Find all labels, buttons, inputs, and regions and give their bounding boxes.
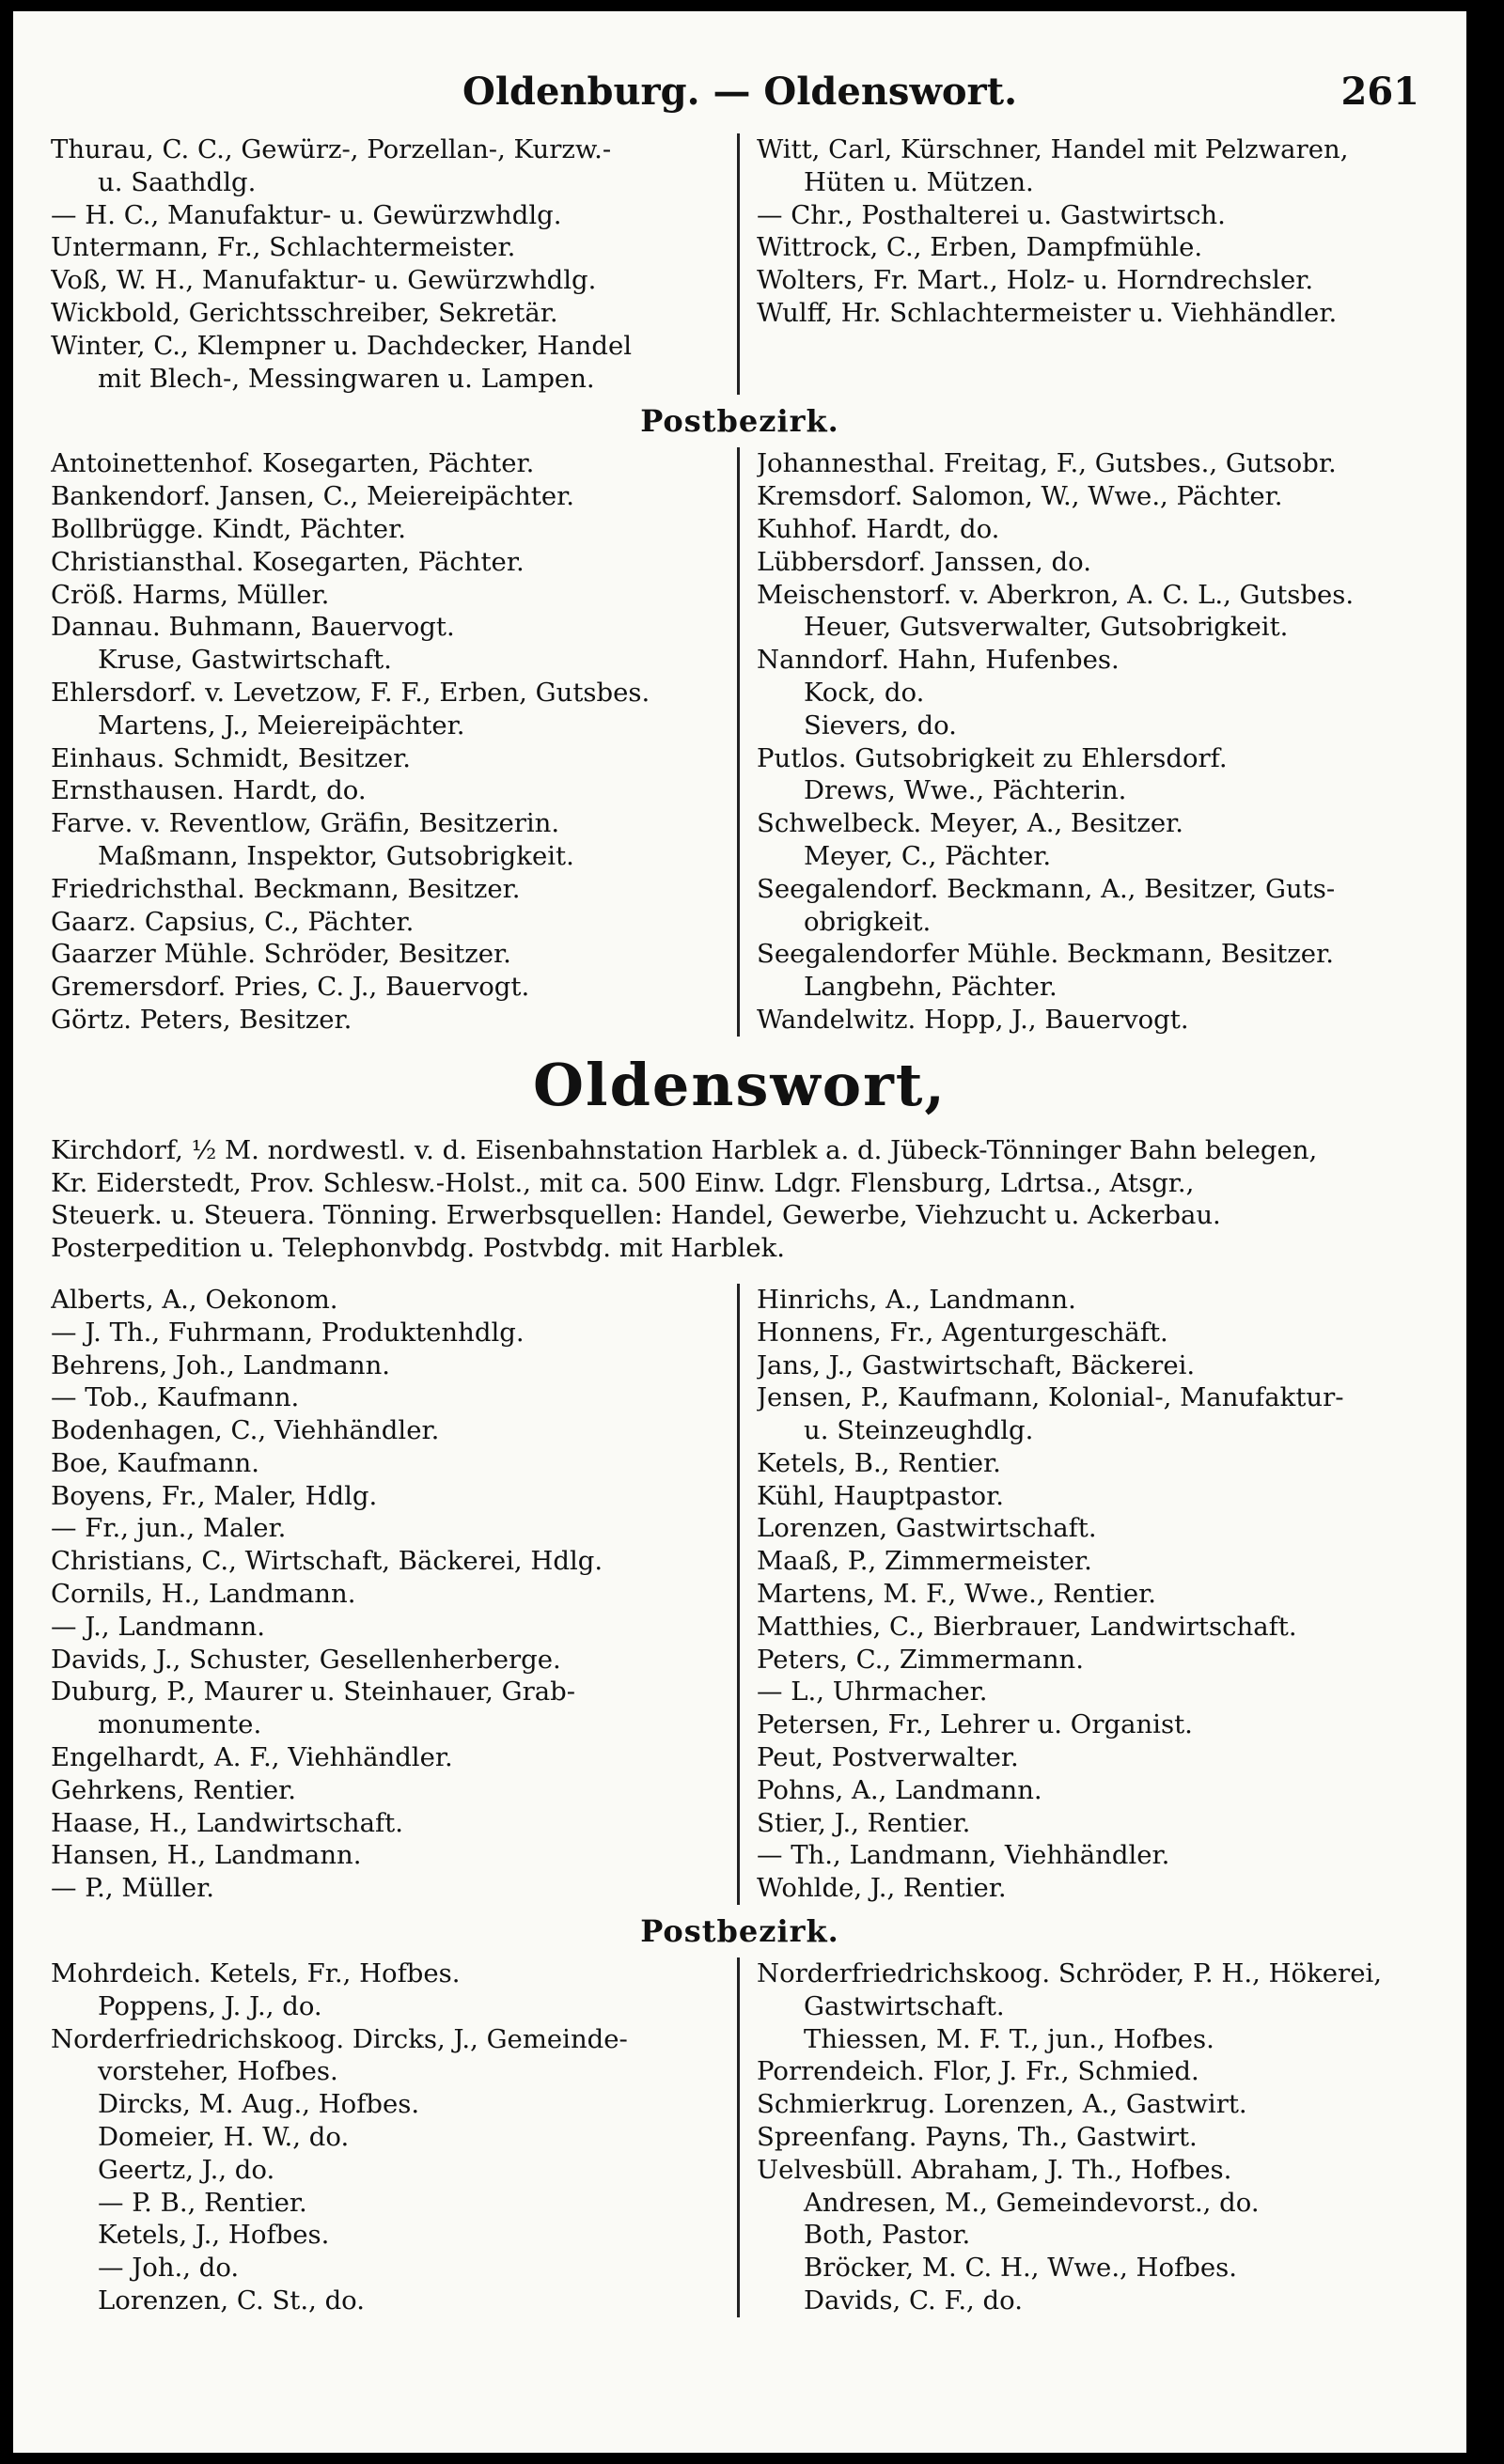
- directory-entry: Martens, J., Meiereipächter.: [98, 710, 465, 741]
- directory-entry: Sievers, do.: [804, 710, 957, 741]
- column-right: [740, 447, 1429, 1036]
- description-line: Posterpedition u. Telephonvbdg. Postvbdg. mit Harblek.: [51, 1233, 786, 1264]
- directory-entry: Gehrkens, Rentier.: [51, 1774, 297, 1805]
- directory-entry: Görtz. Peters, Besitzer.: [51, 1004, 352, 1035]
- directory-entry: Bröcker, M. C. H., Wwe., Hofbes.: [804, 2253, 1238, 2284]
- directory-entry: Pohns, A., Landmann.: [757, 1774, 1042, 1805]
- directory-entry: Seegalendorf. Beckmann, A., Besitzer, Guts-: [757, 873, 1336, 904]
- town-title: Oldenswort,: [533, 1050, 947, 1119]
- directory-entry: Haase, H., Landwirtschaft.: [51, 1807, 403, 1838]
- directory-entry: Ehlersdorf. v. Levetzow, F. F., Erben, Gutsbes.: [51, 677, 650, 708]
- directory-entry: Friedrichsthal. Beckmann, Besitzer.: [51, 873, 521, 904]
- section-heading: Postbezirk.: [640, 403, 839, 440]
- directory-entry: u. Saathdlg.: [98, 166, 257, 197]
- directory-entry: Engelhardt, A. F., Viehhändler.: [51, 1742, 453, 1773]
- directory-entry: Hinrichs, A., Landmann.: [757, 1284, 1076, 1315]
- directory-entry: — P., Müller.: [51, 1873, 214, 1904]
- directory-entry: Kruse, Gastwirtschaft.: [98, 645, 392, 676]
- running-title: Oldenburg. — Oldenswort.: [462, 70, 1018, 114]
- directory-entry: Wolters, Fr. Mart., Holz- u. Horndrechsler.: [757, 265, 1314, 296]
- directory-entry: Duburg, P., Maurer u. Steinhauer, Grab-: [51, 1676, 576, 1708]
- directory-entry: Voß, W. H., Manufaktur- u. Gewürzwhdlg.: [51, 265, 597, 296]
- directory-entry: monumente.: [98, 1709, 262, 1740]
- directory-entry: — H. C., Manufaktur- u. Gewürzwhdlg.: [51, 199, 562, 230]
- directory-entry: Nanndorf. Hahn, Hufenbes.: [757, 645, 1120, 676]
- directory-entry: — Th., Landmann, Viehhändler.: [757, 1840, 1170, 1871]
- directory-page: [13, 11, 1466, 2453]
- directory-entry: Farve. v. Reventlow, Gräfin, Besitzerin.: [51, 808, 560, 839]
- directory-entry: Kühl, Hauptpastor.: [757, 1480, 1004, 1511]
- directory-entry: Hansen, H., Landmann.: [51, 1840, 362, 1871]
- postbezirk-entries: [51, 1957, 1429, 2317]
- directory-entry: Cornils, H., Landmann.: [51, 1579, 356, 1610]
- directory-entry: — Fr., jun., Maler.: [51, 1513, 287, 1544]
- directory-entry: — Tob., Kaufmann.: [51, 1382, 300, 1413]
- directory-entry: Andresen, M., Gemeindevorst., do.: [804, 2187, 1260, 2218]
- directory-entry: Dircks, M. Aug., Hofbes.: [98, 2089, 420, 2120]
- directory-entry: mit Blech-, Messingwaren u. Lampen.: [98, 363, 595, 394]
- directory-entry: Lorenzen, C. St., do.: [98, 2285, 365, 2316]
- column-left: [51, 447, 740, 1036]
- directory-entry: Norderfriedrichskoog. Dircks, J., Gemeinde-: [51, 2023, 628, 2054]
- directory-entry: Norderfriedrichskoog. Schröder, P. H., Hökerei,: [757, 1958, 1383, 1989]
- directory-entry: Spreenfang. Payns, Th., Gastwirt.: [757, 2122, 1198, 2153]
- directory-entry: obrigkeit.: [804, 906, 932, 937]
- column-left: [51, 133, 740, 395]
- directory-entry: Jans, J., Gastwirtschaft, Bäckerei.: [757, 1349, 1196, 1380]
- directory-entry: Lübbersdorf. Janssen, do.: [757, 546, 1091, 577]
- directory-entry: Matthies, C., Bierbrauer, Landwirtschaft.: [757, 1611, 1297, 1642]
- directory-entry: Gremersdorf. Pries, C. J., Bauervogt.: [51, 972, 530, 1003]
- directory-entry: Martens, M. F., Wwe., Rentier.: [757, 1579, 1156, 1610]
- directory-entry: Peters, C., Zimmermann.: [757, 1644, 1085, 1675]
- directory-entry: Stier, J., Rentier.: [757, 1807, 971, 1838]
- directory-entry: Ketels, J., Hofbes.: [98, 2220, 330, 2251]
- directory-entry: — Chr., Posthalterei u. Gastwirtsch.: [757, 199, 1226, 230]
- directory-entry: Wandelwitz. Hopp, J., Bauervogt.: [757, 1004, 1189, 1035]
- directory-entry: Kremsdorf. Salomon, W., Wwe., Pächter.: [757, 481, 1283, 512]
- directory-entry: Maaß, P., Zimmermeister.: [757, 1546, 1092, 1577]
- directory-entry: Petersen, Fr., Lehrer u. Organist.: [757, 1709, 1193, 1740]
- directory-entry: Davids, J., Schuster, Gesellenherberge.: [51, 1644, 561, 1675]
- directory-entry: Winter, C., Klempner u. Dachdecker, Handel: [51, 330, 633, 361]
- top-entries: [51, 133, 1429, 395]
- directory-entry: Christiansthal. Kosegarten, Pächter.: [51, 546, 525, 577]
- directory-entry: Schwelbeck. Meyer, A., Besitzer.: [757, 808, 1183, 839]
- directory-entry: Gaarzer Mühle. Schröder, Besitzer.: [51, 939, 511, 970]
- directory-entry: Seegalendorfer Mühle. Beckmann, Besitzer.: [757, 939, 1334, 970]
- description-line: Kr. Eiderstedt, Prov. Schlesw.-Holst., mit ca. 500 Einw. Ldgr. Flensburg, Ldrtsa., Atsgr.,: [51, 1167, 1195, 1198]
- column-right: [740, 1284, 1429, 1905]
- directory-entry: — P. B., Rentier.: [98, 2187, 307, 2218]
- directory-entry: Untermann, Fr., Schlachtermeister.: [51, 232, 516, 263]
- directory-entry: Kock, do.: [804, 677, 925, 708]
- directory-entry: Behrens, Joh., Landmann.: [51, 1349, 391, 1380]
- directory-entry: Jensen, P., Kaufmann, Kolonial-, Manufaktur-: [757, 1382, 1344, 1413]
- directory-entry: Lorenzen, Gastwirtschaft.: [757, 1513, 1097, 1544]
- directory-entry: Meischenstorf. v. Aberkron, A. C. L., Gutsbes.: [757, 579, 1355, 610]
- directory-entry: Peut, Postverwalter.: [757, 1742, 1019, 1773]
- directory-entry: Porrendeich. Flor, J. Fr., Schmied.: [757, 2056, 1199, 2087]
- directory-entry: Alberts, A., Oekonom.: [51, 1284, 338, 1315]
- directory-entry: Bollbrügge. Kindt, Pächter.: [51, 513, 406, 544]
- page-header: [51, 49, 1429, 133]
- directory-entry: Poppens, J. J., do.: [98, 1990, 322, 2021]
- directory-entry: Bodenhagen, C., Viehhändler.: [51, 1415, 440, 1446]
- directory-entry: — L., Uhrmacher.: [757, 1676, 988, 1708]
- column-left: [51, 1957, 740, 2317]
- directory-entry: Heuer, Gutsverwalter, Gutsobrigkeit.: [804, 612, 1289, 643]
- directory-entry: Einhaus. Schmidt, Besitzer.: [51, 742, 412, 773]
- directory-entry: vorsteher, Hofbes.: [98, 2056, 338, 2087]
- directory-entry: Schmierkrug. Lorenzen, A., Gastwirt.: [757, 2089, 1247, 2120]
- directory-entry: Wohlde, J., Rentier.: [757, 1873, 1007, 1904]
- column-right: [740, 1957, 1429, 2317]
- town-entries: [51, 1284, 1429, 1905]
- directory-entry: Uelvesbüll. Abraham, J. Th., Hofbes.: [757, 2154, 1232, 2185]
- directory-entry: Gastwirtschaft.: [804, 1990, 1005, 2021]
- postbezirk-entries: [51, 447, 1429, 1036]
- directory-entry: Davids, C. F., do.: [804, 2285, 1023, 2316]
- directory-entry: Thurau, C. C., Gewürz-, Porzellan-, Kurzw.-: [51, 134, 612, 164]
- directory-entry: Dannau. Buhmann, Bauervogt.: [51, 612, 455, 643]
- directory-entry: Boe, Kaufmann.: [51, 1447, 259, 1478]
- directory-entry: Mohrdeich. Ketels, Fr., Hofbes.: [51, 1958, 461, 1989]
- directory-entry: Witt, Carl, Kürschner, Handel mit Pelzwaren,: [757, 134, 1349, 164]
- directory-entry: u. Steinzeughdlg.: [804, 1415, 1034, 1446]
- directory-entry: Ketels, B., Rentier.: [757, 1447, 1001, 1478]
- directory-entry: Domeier, H. W., do.: [98, 2122, 350, 2153]
- directory-entry: Bankendorf. Jansen, C., Meiereipächter.: [51, 481, 574, 512]
- directory-entry: — J. Th., Fuhrmann, Produktenhdlg.: [51, 1317, 525, 1348]
- section-heading: Postbezirk.: [640, 1913, 839, 1950]
- directory-entry: Honnens, Fr., Agenturgeschäft.: [757, 1317, 1168, 1348]
- directory-entry: Geertz, J., do.: [98, 2154, 275, 2185]
- directory-entry: Wickbold, Gerichtsschreiber, Sekretär.: [51, 297, 558, 328]
- directory-entry: Christians, C., Wirtschaft, Bäckerei, Hdlg.: [51, 1546, 603, 1577]
- directory-entry: Both, Pastor.: [804, 2220, 971, 2251]
- description-line: Steuerk. u. Steuera. Tönning. Erwerbsquellen: Handel, Gewerbe, Viehzucht u. Ackerbau.: [51, 1200, 1221, 1231]
- directory-entry: Wittrock, C., Erben, Dampfmühle.: [757, 232, 1203, 263]
- directory-entry: — J., Landmann.: [51, 1611, 265, 1642]
- directory-entry: Langbehn, Pächter.: [804, 972, 1058, 1003]
- column-left: [51, 1284, 740, 1905]
- directory-entry: Boyens, Fr., Maler, Hdlg.: [51, 1480, 378, 1511]
- directory-entry: Thiessen, M. F. T., jun., Hofbes.: [804, 2023, 1214, 2054]
- directory-entry: Kuhhof. Hardt, do.: [757, 513, 1000, 544]
- directory-entry: Ernsthausen. Hardt, do.: [51, 775, 367, 806]
- description-line: Kirchdorf, ½ M. nordwestl. v. d. Eisenbahnstation Harblek a. d. Jübeck-Tönninger Bahn belegen,: [51, 1134, 1318, 1165]
- directory-entry: Maßmann, Inspektor, Gutsobrigkeit.: [98, 840, 574, 871]
- directory-entry: — Joh., do.: [98, 2253, 240, 2284]
- directory-entry: Wulff, Hr. Schlachtermeister u. Viehhändler.: [757, 297, 1338, 328]
- directory-entry: Antoinettenhof. Kosegarten, Pächter.: [51, 448, 535, 479]
- town-description: [51, 1134, 1429, 1265]
- directory-entry: Hüten u. Mützen.: [804, 166, 1034, 197]
- column-right: [740, 133, 1429, 395]
- directory-entry: Meyer, C., Pächter.: [804, 840, 1052, 871]
- directory-entry: Cröß. Harms, Müller.: [51, 579, 330, 610]
- directory-entry: Drews, Wwe., Pächterin.: [804, 775, 1127, 806]
- directory-entry: Gaarz. Capsius, C., Pächter.: [51, 906, 415, 937]
- directory-entry: Johannesthal. Freitag, F., Gutsbes., Gutsobr.: [757, 448, 1337, 479]
- page-number: 261: [1340, 70, 1419, 114]
- directory-entry: Putlos. Gutsobrigkeit zu Ehlersdorf.: [757, 742, 1228, 773]
